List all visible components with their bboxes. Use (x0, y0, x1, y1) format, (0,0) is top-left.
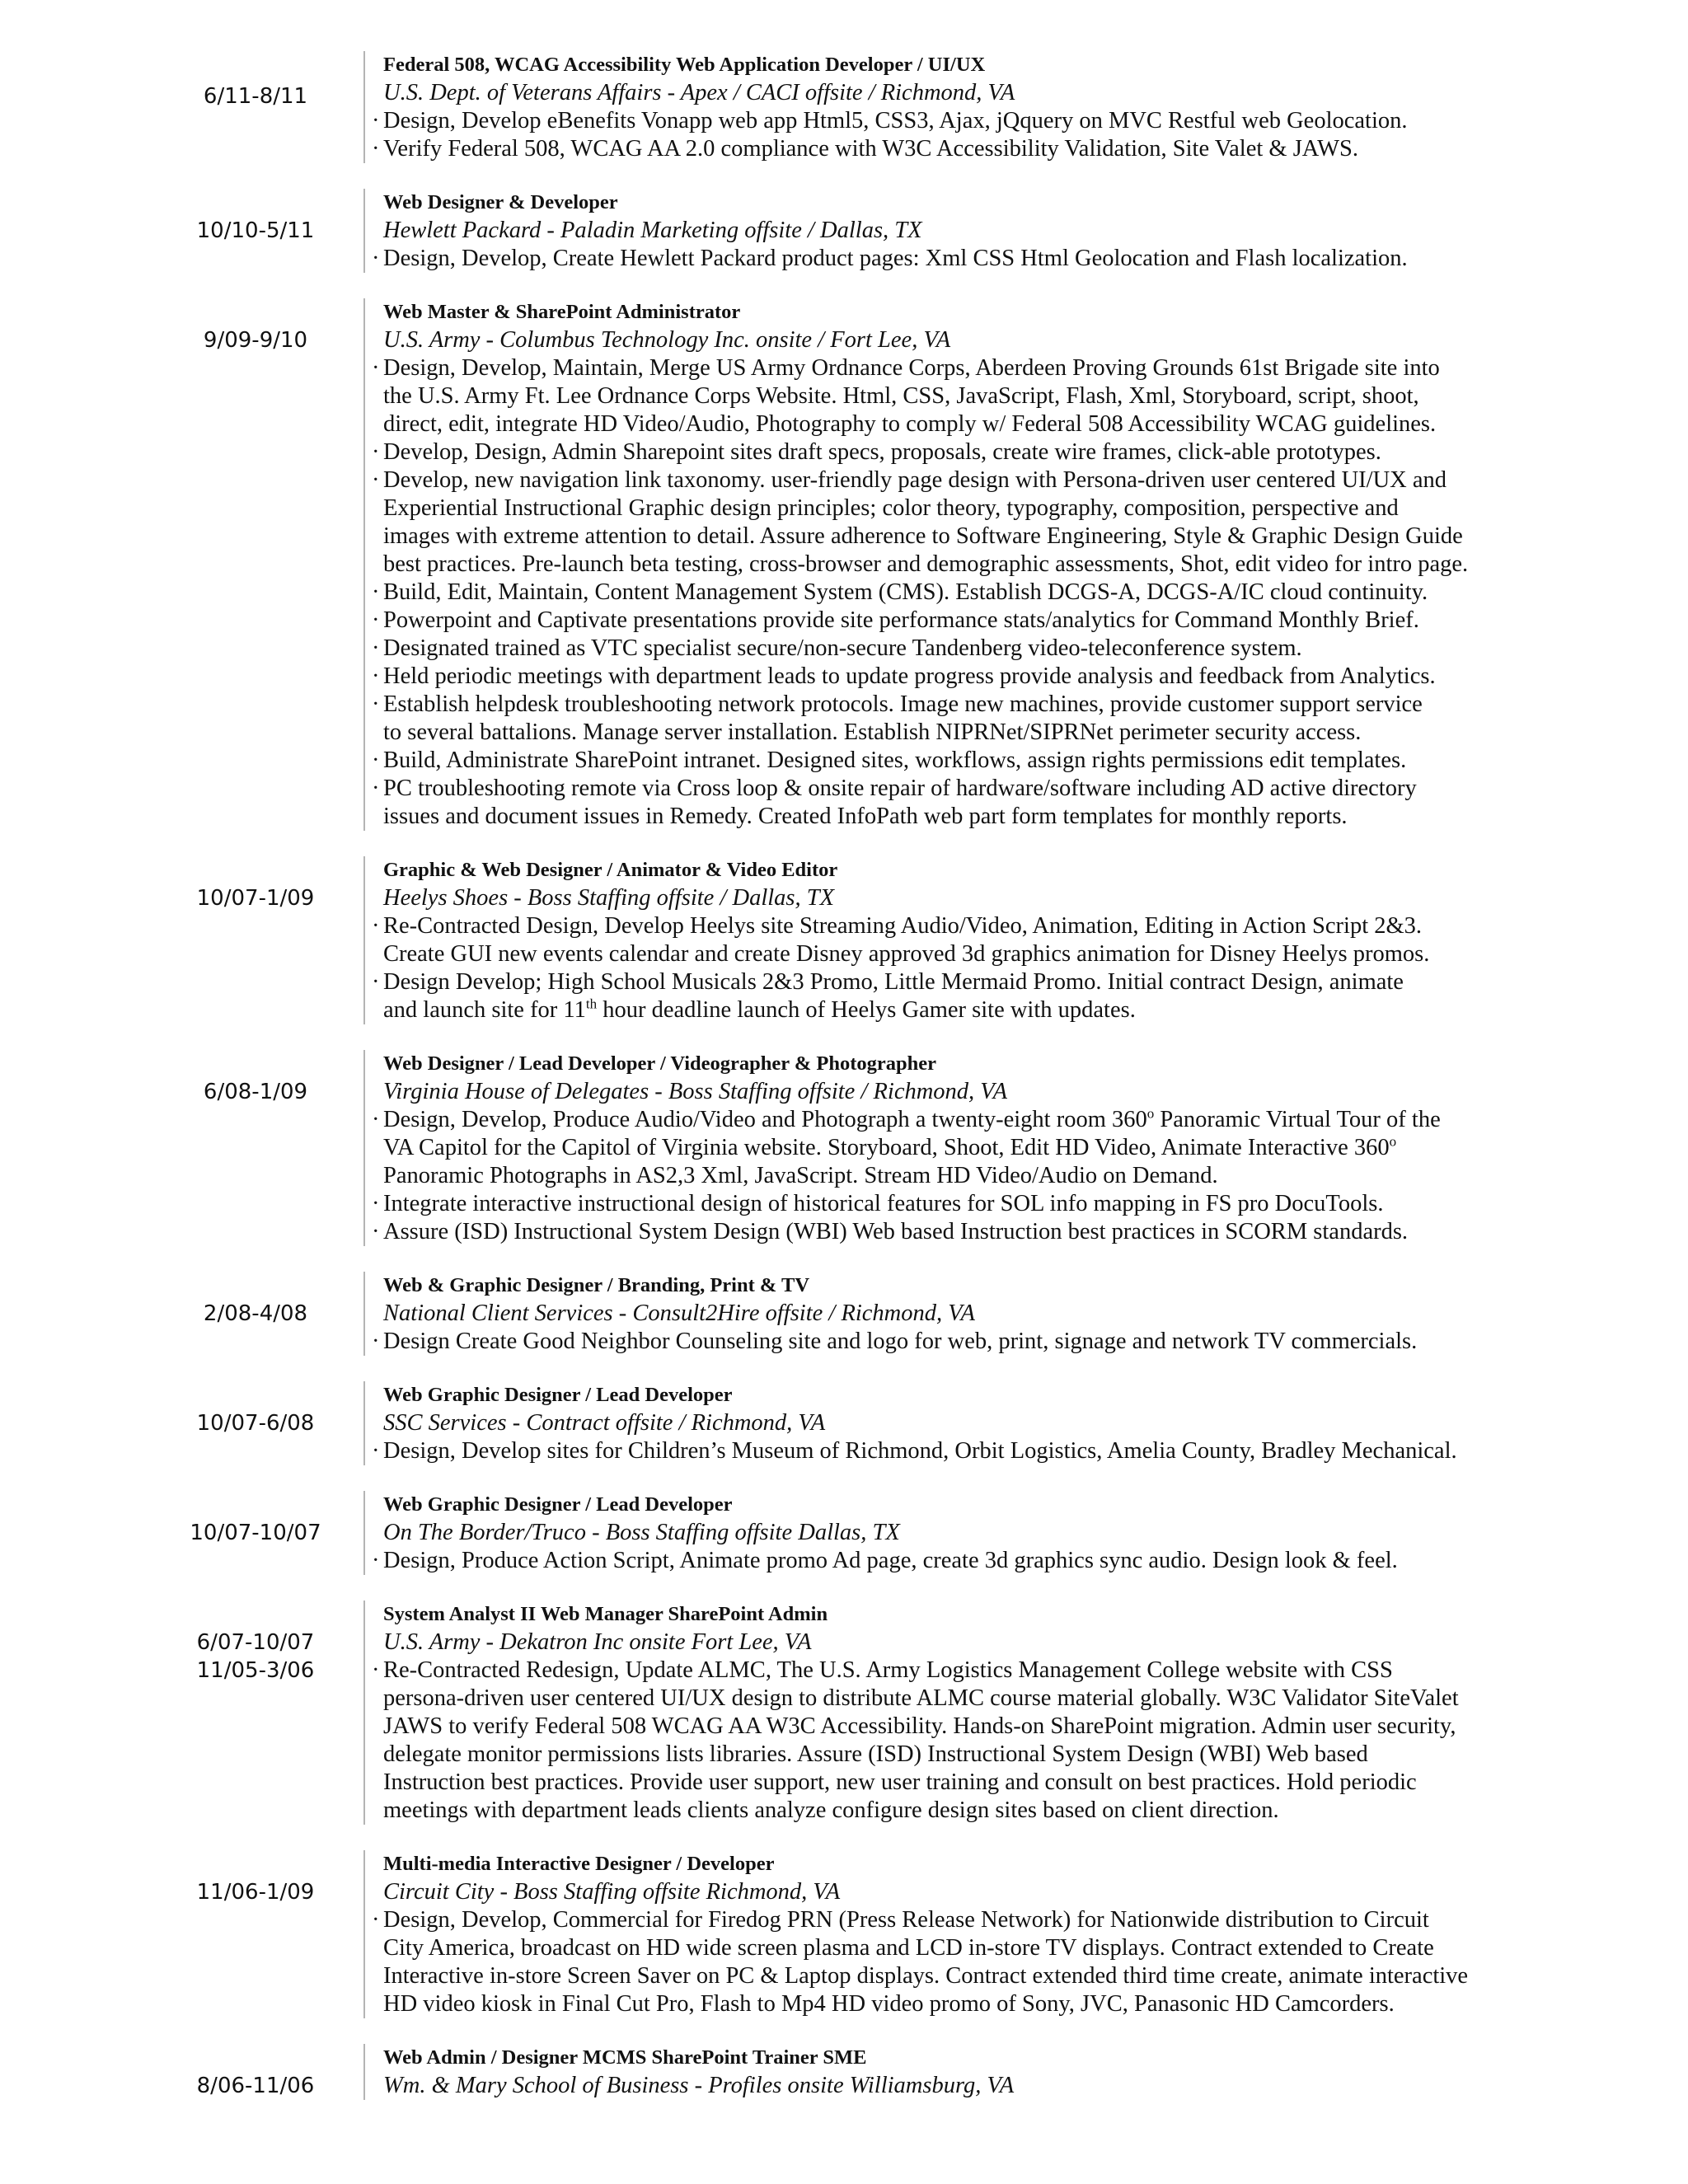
job-entry (0, 2044, 1688, 2100)
resume-experience-list (0, 51, 1688, 2125)
job-details (363, 856, 1537, 1024)
job-organization: Virginia House of Delegates - Boss Staffing offsite / Richmond, VA (383, 1079, 1008, 1104)
job-dates (157, 326, 354, 354)
job-title: Web Admin / Designer MCMS SharePoint Trainer SME (383, 2046, 867, 2069)
job-bullet: · Re-Contracted Design, Develop Heelys site Streaming Audio/Video, Animation, Editing in Action Script 2&3. Create GUI new events calendar and create Disney approved 3d graphics animation for Disney Heelys promos. (383, 912, 1537, 968)
job-organization: SSC Services - Contract offsite / Richmond, VA (383, 1410, 826, 1436)
job-bullet: · Design, Develop, Commercial for Firedog PRN (Press Release Network) for Nationwide distribution to Circuit City America, broadcast on HD wide screen plasma and LCD in-store TV displays. Contract extended to Create Interactive in-store Screen Saver on PC & Laptop displays. Contract extended third time create, animate interactive HD video kiosk in Final Cut Pro, Flash to Mp4 HD video promo of Sony, JVC, Panasonic HD Camcorders. (383, 1906, 1537, 2018)
degree-mark: o (1146, 1105, 1155, 1122)
job-entry (0, 856, 1688, 1024)
job-bullet: · Assure (ISD) Instructional System Design (WBI) Web based Instruction best practices in SCORM standards. (383, 1218, 1537, 1246)
job-date: 6/11-8/11 (203, 84, 308, 109)
job-date: 10/07-1/09 (196, 886, 315, 911)
job-title: Web Graphic Designer / Lead Developer (383, 1493, 733, 1516)
job-bullet-line: Design Develop; High School Musicals 2&3 Promo, Little Mermaid Promo. Initial contract Design, animate (383, 969, 1404, 995)
job-entry (0, 189, 1688, 273)
job-title: Web & Graphic Designer / Branding, Print & TV (383, 1274, 810, 1296)
job-title: System Analyst II Web Manager SharePoint Admin (383, 1603, 828, 1625)
job-title: Multi-media Interactive Designer / Developer (383, 1853, 775, 1875)
job-bullet: · Verify Federal 508, WCAG AA 2.0 compliance with W3C Accessibility Validation, Site Valet & JAWS. (383, 135, 1537, 163)
job-bullet: · Develop, new navigation link taxonomy. user-friendly page design with Persona-driven user centered UI/UX and Experiential Instructional Graphic design principles; color theory, typography, composition, perspective and images with extreme attention to detail. Assure adherence to Software Engineering, Style & Graphic Design Guide best practices. Pre-launch beta testing, cross-browser and demographic assessments, Shot, edit video for intro page. (383, 466, 1537, 579)
job-entry (0, 298, 1688, 831)
job-organization: U.S. Army - Dekatron Inc onsite Fort Lee, VA (383, 1629, 812, 1655)
job-entry (0, 51, 1688, 163)
job-bullet: · Design, Develop eBenefits Vonapp web app Html5, CSS3, Ajax, jQquery on MVC Restful web Geolocation. (383, 107, 1537, 135)
job-bullet-text: VA Capitol for the Capitol of Virginia website. Storyboard, Shoot, Edit HD Video, Animate Interactive 360 (383, 1135, 1390, 1160)
job-date: 8/06-11/06 (196, 2074, 315, 2098)
job-bullet-text: Panoramic Virtual Tour of the (1154, 1107, 1441, 1132)
job-bullet: · PC troubleshooting remote via Cross loop & onsite repair of hardware/software including AD active directory issues and document issues in Remedy. Created InfoPath web part form templates for monthly reports. (383, 775, 1537, 831)
job-details (363, 1381, 1537, 1465)
job-bullet (383, 968, 1537, 1024)
job-title: Federal 508, WCAG Accessibility Web Application Developer / UI/UX (383, 54, 986, 76)
job-dates (157, 1078, 354, 1106)
job-details (363, 1050, 1537, 1246)
job-bullet: · Build, Edit, Maintain, Content Management System (CMS). Establish DCGS-A, DCGS-A/IC cloud continuity. (383, 579, 1537, 607)
job-dates (157, 2072, 354, 2100)
job-dates (157, 1300, 354, 1328)
job-bullet: · Powerpoint and Captivate presentations provide site performance stats/analytics for Command Monthly Brief. (383, 607, 1537, 635)
job-details (363, 1272, 1537, 1356)
job-bullet: · Re-Contracted Redesign, Update ALMC, The U.S. Army Logistics Management College website with CSS persona-driven user centered UI/UX design to distribute ALMC course material globally. W3C Validator SiteValet JAWS to verify Federal 508 WCAG AA W3C Accessibility. Hands-on SharePoint migration. Admin user security, delegate monitor permissions lists libraries. Assure (ISD) Instructional System Design (WBI) Web based Instruction best practices. Provide user support, new user training and consult on best practices. Hold periodic meetings with department leads clients analyze configure design sites based on client direction. (383, 1657, 1537, 1825)
job-dates (157, 1409, 354, 1437)
job-details (363, 189, 1537, 273)
job-organization: Heelys Shoes - Boss Staffing offsite / Dallas, TX (383, 885, 835, 911)
job-organization: On The Border/Truco - Boss Staffing offsite Dallas, TX (383, 1520, 900, 1545)
job-organization: Wm. & Mary School of Business - Profiles onsite Williamsburg, VA (383, 2073, 1015, 2098)
job-date: 11/05-3/06 (196, 1658, 315, 1683)
job-details (363, 2044, 1537, 2100)
job-bullet: · Design, Produce Action Script, Animate promo Ad page, create 3d graphics sync audio. Design look & feel. (383, 1547, 1537, 1575)
job-bullet: · Develop, Design, Admin Sharepoint sites draft specs, proposals, create wire frames, click-able prototypes. (383, 438, 1537, 466)
job-entry (0, 1850, 1688, 2018)
job-bullet: · Held periodic meetings with department leads to update progress provide analysis and feedback from Analytics. (383, 663, 1537, 691)
degree-mark: o (1389, 1133, 1397, 1150)
job-date: 10/10-5/11 (196, 218, 315, 243)
job-bullet-text: and launch site for 11 (383, 997, 586, 1023)
job-date: 6/07-10/07 (196, 1630, 315, 1655)
ordinal-suffix: th (585, 996, 598, 1012)
job-bullet: · Establish helpdesk troubleshooting network protocols. Image new machines, provide customer support service to several battalions. Manage server installation. Establish NIPRNet/SIPRNet perimeter security access. (383, 691, 1537, 747)
job-details (363, 1491, 1537, 1575)
job-entry (0, 1272, 1688, 1356)
job-bullet (383, 1106, 1537, 1190)
job-details (363, 51, 1537, 163)
job-title: Web Designer / Lead Developer / Videographer & Photographer (383, 1052, 936, 1075)
job-bullet-text: Design, Develop, Produce Audio/Video and Photograph a twenty-eight room 360 (383, 1107, 1147, 1132)
job-title: Web Master & SharePoint Administrator (383, 301, 741, 323)
job-organization: U.S. Dept. of Veterans Affairs - Apex / CACI offsite / Richmond, VA (383, 80, 1015, 105)
job-dates (157, 217, 354, 245)
job-title: Web Designer & Developer (383, 191, 618, 213)
job-details (363, 1601, 1537, 1825)
job-date: 2/08-4/08 (203, 1301, 308, 1326)
job-title: Graphic & Web Designer / Animator & Video Editor (383, 859, 838, 881)
job-organization: Circuit City - Boss Staffing offsite Richmond, VA (383, 1879, 841, 1905)
job-details (363, 1850, 1537, 2018)
job-bullet: · Integrate interactive instructional design of historical features for SOL info mapping in FS pro DocuTools. (383, 1190, 1537, 1218)
job-title: Web Graphic Designer / Lead Developer (383, 1384, 733, 1406)
job-entry (0, 1601, 1688, 1825)
job-bullet: · Design Create Good Neighbor Counseling site and logo for web, print, signage and network TV commercials. (383, 1328, 1537, 1356)
job-bullet: · Design, Develop sites for Children’s Museum of Richmond, Orbit Logistics, Amelia County, Bradley Mechanical. (383, 1437, 1537, 1465)
job-dates (157, 884, 354, 912)
job-date: 6/08-1/09 (203, 1080, 308, 1104)
job-dates (157, 1629, 354, 1685)
job-date: 10/07-6/08 (196, 1411, 315, 1436)
job-entry (0, 1491, 1688, 1575)
job-bullet: · Designated trained as VTC specialist secure/non-secure Tandenberg video-teleconference system. (383, 635, 1537, 663)
job-bullet-text: hour deadline launch of Heelys Gamer site with updates. (597, 997, 1136, 1023)
job-bullet: · Design, Develop, Maintain, Merge US Army Ordnance Corps, Aberdeen Proving Grounds 61st Brigade site into the U.S. Army Ft. Lee Ordnance Corps Website. Html, CSS, JavaScript, Flash, Xml, Storyboard, script, shoot, direct, edit, integrate HD Video/Audio, Photography to comply w/ Federal 508 Accessibility WCAG guidelines. (383, 354, 1537, 438)
job-bullet-text: Panoramic Photographs in AS2,3 Xml, JavaScript. Stream HD Video/Audio on Demand. (383, 1163, 1218, 1188)
job-dates (157, 1878, 354, 1906)
job-bullet: · Design, Develop, Create Hewlett Packard product pages: Xml CSS Html Geolocation and Flash localization. (383, 245, 1537, 273)
job-date: 11/06-1/09 (196, 1880, 315, 1905)
job-entry (0, 1381, 1688, 1465)
job-organization: U.S. Army - Columbus Technology Inc. onsite / Fort Lee, VA (383, 327, 951, 353)
job-organization: National Client Services - Consult2Hire offsite / Richmond, VA (383, 1301, 975, 1326)
job-date: 10/07-10/07 (190, 1521, 321, 1545)
job-dates (157, 1519, 354, 1547)
job-organization: Hewlett Packard - Paladin Marketing offsite / Dallas, TX (383, 218, 922, 243)
job-bullet: · Build, Administrate SharePoint intranet. Designed sites, workflows, assign rights permissions edit templates. (383, 747, 1537, 775)
job-dates (157, 82, 354, 110)
job-date: 9/09-9/10 (203, 328, 308, 353)
job-entry (0, 1050, 1688, 1246)
job-details (363, 298, 1537, 831)
